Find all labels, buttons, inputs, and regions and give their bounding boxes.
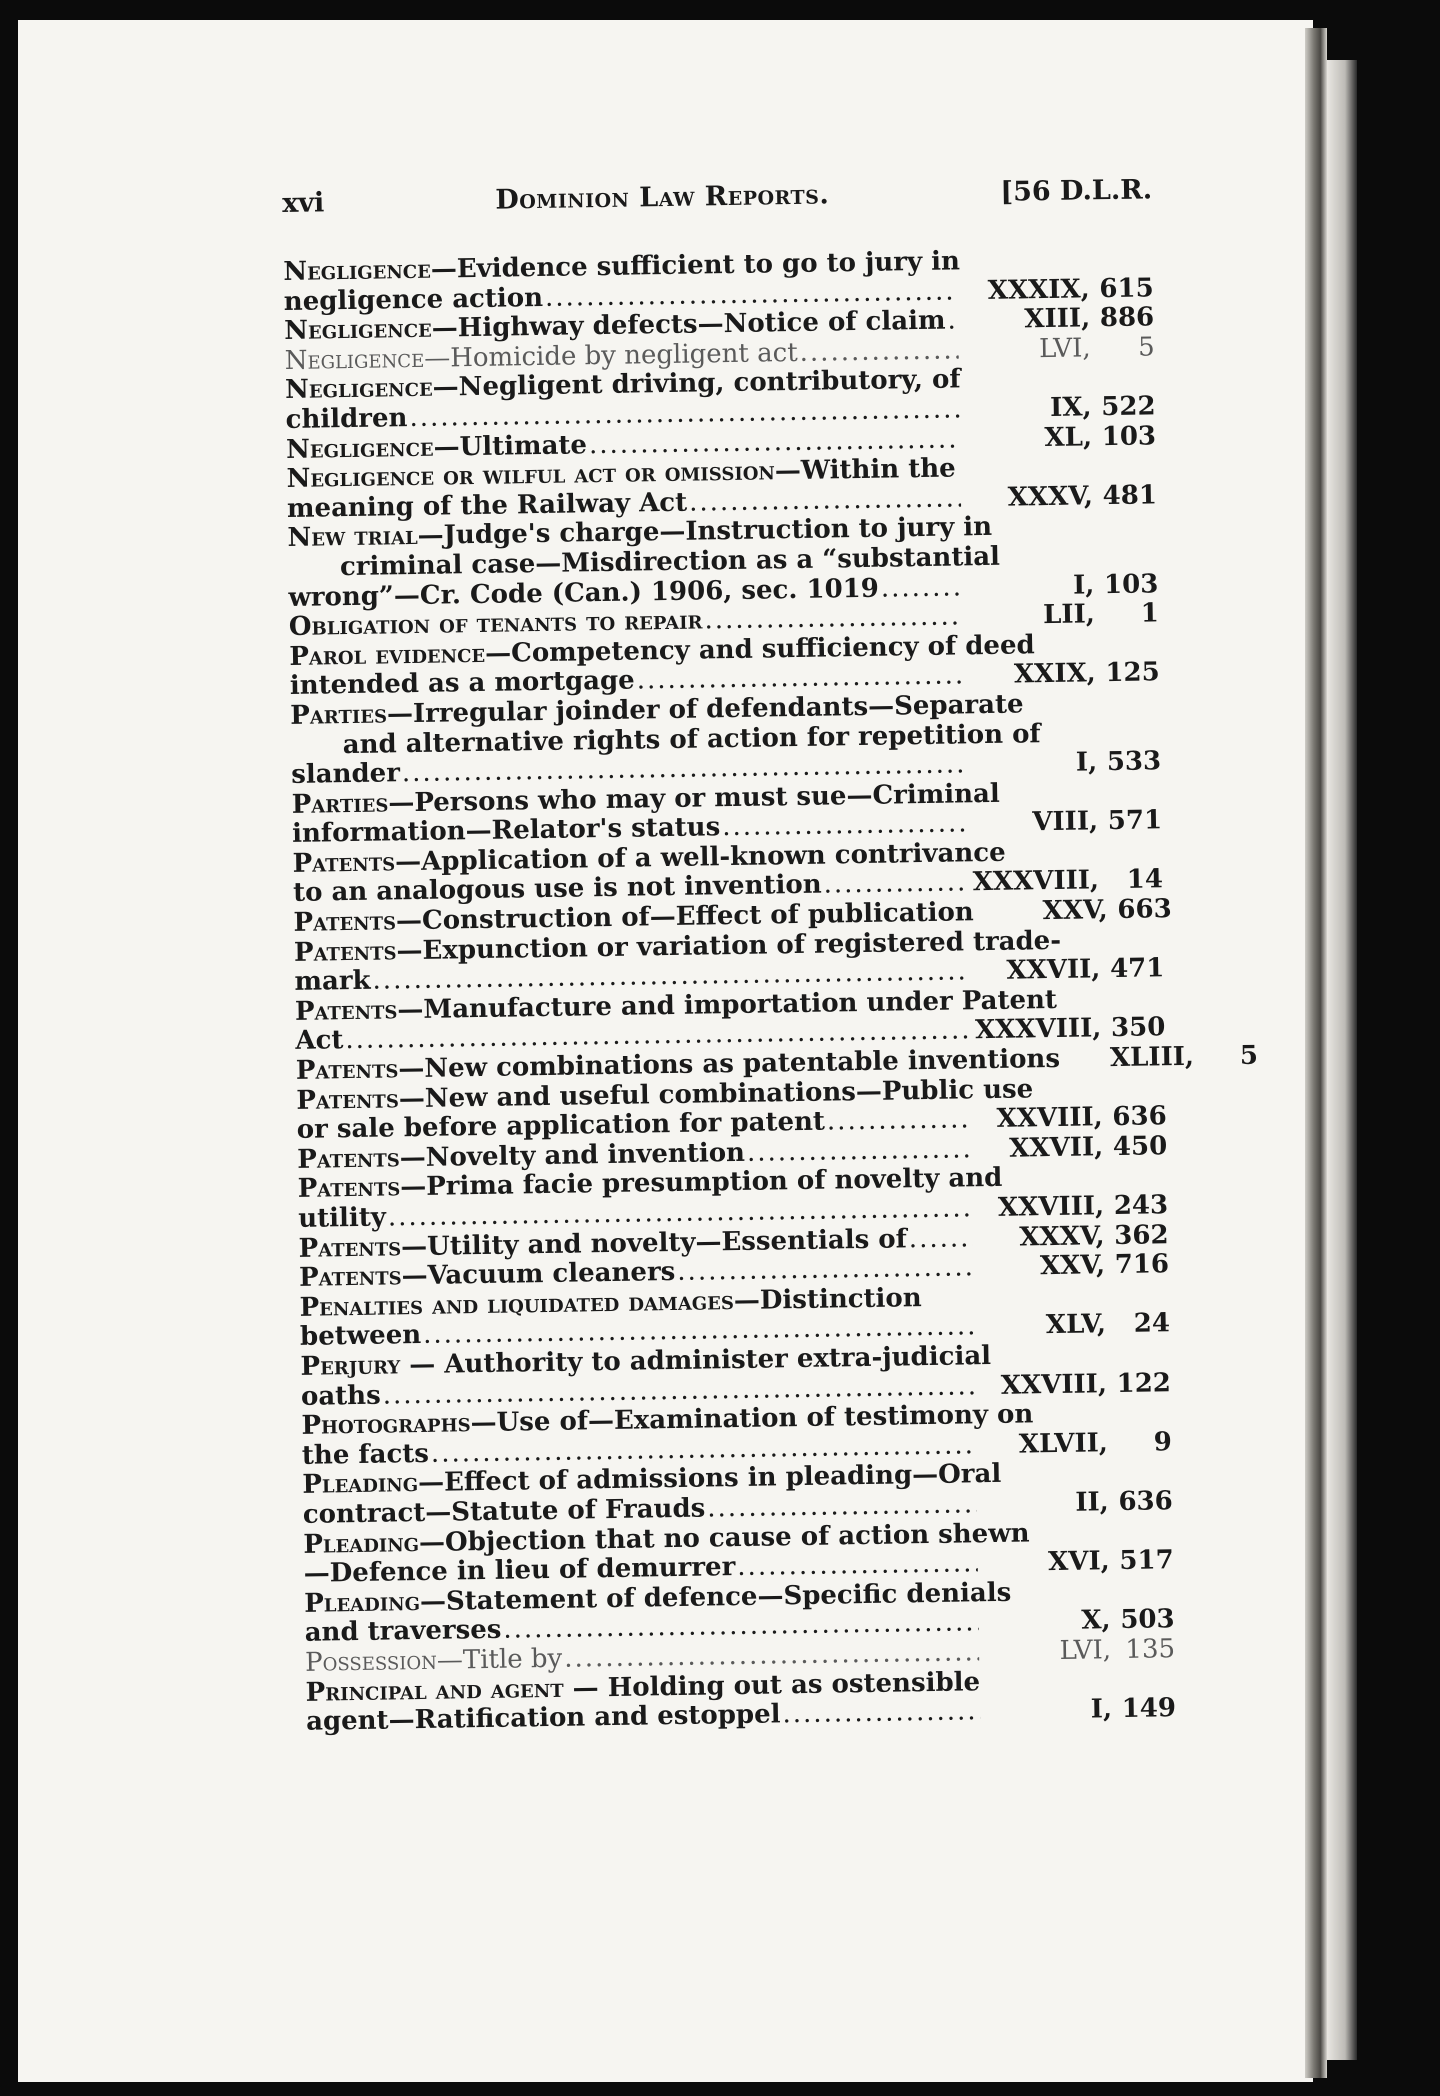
entry-page: 350 (1110, 1012, 1166, 1044)
entry-text: —Negligent driving, contributory, of (432, 364, 961, 404)
volume-label: [56 D.L.R. (1000, 174, 1153, 208)
entry-page: 517 (1119, 1545, 1174, 1577)
dot-leader (823, 869, 967, 901)
entry-volume: XXVII, (1006, 954, 1101, 986)
entry-topic: Pleading (302, 1468, 419, 1501)
dot-leader (909, 1224, 973, 1255)
entry-volume: XXVIII, (1000, 1368, 1108, 1401)
entry-volume: XLIII, (1109, 1041, 1195, 1074)
entry-topic: Pleading (304, 1586, 421, 1619)
entry-topic: Penalties and liquidated damages (299, 1285, 735, 1323)
entry-topic: Patents (297, 1143, 400, 1175)
entry-page: 103 (1101, 420, 1157, 452)
entry-page: 716 (1114, 1249, 1170, 1281)
entry-text: —Defence in lieu of demurrer (303, 1552, 736, 1589)
entry-page: 481 (1102, 480, 1158, 511)
entry-text: —Competency and sufficiency of deed (484, 629, 1035, 669)
entry-text: —Effect of admissions in pleading—Oral (417, 1459, 1002, 1499)
entry-text: and traverses (304, 1615, 502, 1649)
index-page-content (282, 174, 1259, 1737)
entry-volume: XXIX, (1013, 658, 1096, 690)
index-entry (290, 688, 1161, 790)
dot-leader (747, 1135, 972, 1168)
entry-page: 243 (1113, 1190, 1169, 1222)
book-spine-shadow (1305, 28, 1327, 2078)
entry-text: —Vacuum cleaners (401, 1257, 676, 1292)
entry-page: 886 (1099, 302, 1155, 334)
entry-text: —Distinction (733, 1282, 922, 1316)
book-edge (1327, 60, 1357, 2060)
entry-text: slander (290, 758, 401, 791)
entry-page: 149 (1121, 1693, 1177, 1725)
entry-text: criminal case—Misdirection as a “substantial (339, 541, 1001, 583)
entry-volume: XXXV, (1007, 481, 1094, 513)
entry-text: children (285, 403, 408, 435)
entry-page: 636 (1118, 1486, 1173, 1517)
entry-volume: XXVII, (1009, 1132, 1104, 1164)
entry-text: and alternative rights of action for repetition of (342, 718, 1041, 760)
entry-volume: XIII, (1024, 303, 1091, 335)
entry-volume: I, (1075, 747, 1098, 778)
entry-topic: Parties (290, 699, 388, 731)
entry-volume: XLVII, (1018, 1427, 1109, 1460)
entry-text: —Statement of defence—Specific denials (419, 1577, 1012, 1617)
dot-leader (722, 810, 966, 843)
entry-topic: Parol evidence (289, 638, 486, 672)
entry-topic: Pleading (303, 1527, 420, 1560)
entry-page: 125 (1105, 657, 1160, 689)
entry-volume: II, (1075, 1487, 1109, 1518)
entry-text: to an analogous use is not invention (292, 870, 822, 909)
entry-page: 24 (1133, 1308, 1171, 1340)
entry-volume: XXXV, (1019, 1220, 1105, 1253)
entry-text: —New combinations as patentable inventions (398, 1043, 1061, 1085)
entry-volume: XXXVIII, (974, 1013, 1102, 1046)
entry-text: information—Relator's status (291, 812, 721, 850)
entry-page: 533 (1106, 746, 1162, 778)
entry-text: —New and useful combinations—Public use (398, 1073, 1034, 1114)
entry-topic: Photographs (301, 1408, 471, 1442)
entry-text: —Title by (436, 1643, 563, 1676)
entry-text: —Prima facie presumption of novelty and (399, 1163, 1003, 1203)
entry-volume: I, (1072, 569, 1095, 601)
entry-text: between (299, 1320, 422, 1353)
entry-page: 450 (1112, 1131, 1168, 1162)
entry-topic: Patents (292, 847, 396, 879)
dot-leader (881, 573, 963, 604)
entry-page: 1 (1140, 598, 1160, 629)
page-number: xvi (282, 187, 325, 219)
entry-volume: XL, (1044, 421, 1093, 453)
entry-text: —Manufacture and importation under Patent (397, 984, 1058, 1026)
entry-volume: XXVIII, (997, 1191, 1105, 1223)
entry-volume: XXVIII, (996, 1102, 1103, 1135)
entry-text: contract—Statute of Frauds (302, 1493, 706, 1530)
entry-topic: Negligence (283, 254, 432, 287)
entry-page: 9 (1153, 1426, 1173, 1458)
publication-title: Dominion Law Reports. (495, 179, 830, 216)
entry-topic: Negligence (284, 313, 432, 347)
entry-text: or sale before application for patent (296, 1106, 826, 1146)
entry-text: utility (297, 1202, 387, 1234)
entry-volume: VIII, (1032, 806, 1099, 838)
index-entry (287, 511, 1158, 613)
index-entries-list (283, 244, 1259, 1737)
entry-text: meaning of the Railway Act (286, 487, 688, 524)
entry-volume: XLV, (1045, 1309, 1107, 1341)
entry-text: —Highway defects—Notice of claim (431, 305, 946, 344)
dot-leader (737, 1549, 978, 1582)
entry-topic: Possession (304, 1645, 438, 1678)
entry-volume: LVI, (1038, 333, 1091, 364)
entry-page: 5 (1137, 332, 1155, 363)
dot-leader (689, 484, 961, 518)
entry-topic: Obligation of tenants to repair (288, 605, 703, 643)
entry-text: oaths (300, 1380, 381, 1412)
entry-page: 5 (1239, 1040, 1259, 1072)
entry-text: agent—Ratification and estoppel (305, 1699, 781, 1737)
dot-leader (947, 307, 958, 337)
entry-page: 362 (1114, 1219, 1169, 1251)
entry-text: —Utility and novelty—Essentials of (400, 1223, 908, 1262)
entry-page: 471 (1109, 953, 1165, 985)
entry-topic: Patents (298, 1231, 402, 1264)
entry-text: mark (294, 965, 371, 998)
dot-leader (799, 336, 958, 368)
entry-volume: XXV, (1039, 1250, 1106, 1282)
entry-page: 122 (1116, 1367, 1172, 1399)
entry-text: Act (295, 1025, 344, 1057)
entry-topic: Negligence (285, 432, 434, 465)
dot-leader (827, 1106, 971, 1138)
entry-volume: LII, (1042, 599, 1096, 631)
entry-volume: XVI, (1047, 1546, 1110, 1578)
entry-topic: Patents (295, 1054, 399, 1086)
entry-text: —Irregular joinder of defendants—Separate (386, 689, 1024, 730)
entry-page: 14 (1126, 864, 1164, 896)
entry-page: 615 (1099, 272, 1154, 304)
entry-volume: I, (1090, 1694, 1113, 1725)
dot-leader (782, 1697, 980, 1730)
entry-topic: Negligence (284, 343, 425, 376)
entry-text: —Ultimate (433, 429, 588, 463)
entry-topic: Patents (297, 1172, 401, 1205)
entry-text: — Authority to administer extra-judicial (399, 1340, 992, 1381)
entry-volume: X, (1081, 1605, 1111, 1636)
entry-text: —Construction of—Effect of publication (395, 897, 974, 937)
entry-volume: XXXIX, (987, 273, 1090, 306)
dot-leader (707, 1490, 977, 1524)
entry-topic: Patents (293, 906, 397, 938)
entry-page: 103 (1103, 568, 1159, 600)
entry-topic: Patents (293, 935, 397, 968)
entry-volume: XXXVIII, (972, 865, 1100, 898)
entry-text: intended as a mortgage (289, 665, 635, 702)
entry-text: the facts (301, 1438, 430, 1471)
entry-topic: Perjury (300, 1350, 401, 1382)
entry-page: 503 (1120, 1604, 1175, 1636)
entry-page: 522 (1101, 391, 1156, 423)
entry-topic: Negligence (284, 373, 433, 406)
entry-text: —Evidence sufficient to go to jury in (430, 246, 961, 285)
entry-volume: XXV, (1042, 895, 1108, 927)
entry-page: 135 (1125, 1634, 1176, 1665)
entry-text: —Judge's charge—Instruction to jury in (417, 512, 993, 552)
entry-text: —Use of—Examination of testimony on (470, 1399, 1034, 1439)
entry-page: 636 (1112, 1101, 1167, 1133)
entry-topic: Principal and agent (305, 1673, 564, 1708)
entry-topic: Patents (294, 995, 398, 1027)
entry-text: negligence action (283, 282, 544, 317)
dot-leader (677, 1253, 973, 1287)
entry-topic: Patents (298, 1261, 402, 1294)
entry-text: wrong”—Cr. Code (Can.) 1906, sec. 1019 (288, 573, 880, 613)
dot-leader (704, 602, 963, 636)
entry-volume: IX, (1049, 392, 1092, 423)
entry-text: —Expunction or variation of registered trade- (396, 925, 1062, 966)
entry-volume: LVI, (1059, 1635, 1112, 1666)
entry-text: —Application of a well-known contrivance (394, 837, 1006, 878)
entry-topic: Patents (296, 1083, 400, 1116)
entry-text: —Persons who may or must sue—Criminal (388, 778, 1000, 819)
entry-text: — Holding out as ostensible (563, 1666, 981, 1704)
entry-topic: Negligence or wilful act or omission (286, 456, 776, 495)
entry-text: —Novelty and invention (399, 1137, 746, 1174)
entry-topic: New trial (287, 521, 418, 554)
entry-text: —Objection that no cause of action shewn (418, 1517, 1030, 1558)
entry-text: —Within the (774, 453, 956, 487)
entry-topic: Parties (291, 788, 389, 820)
entry-text: —Homicide by negligent act (423, 337, 798, 374)
entry-page: 663 (1117, 894, 1172, 926)
entry-page: 571 (1107, 805, 1163, 837)
